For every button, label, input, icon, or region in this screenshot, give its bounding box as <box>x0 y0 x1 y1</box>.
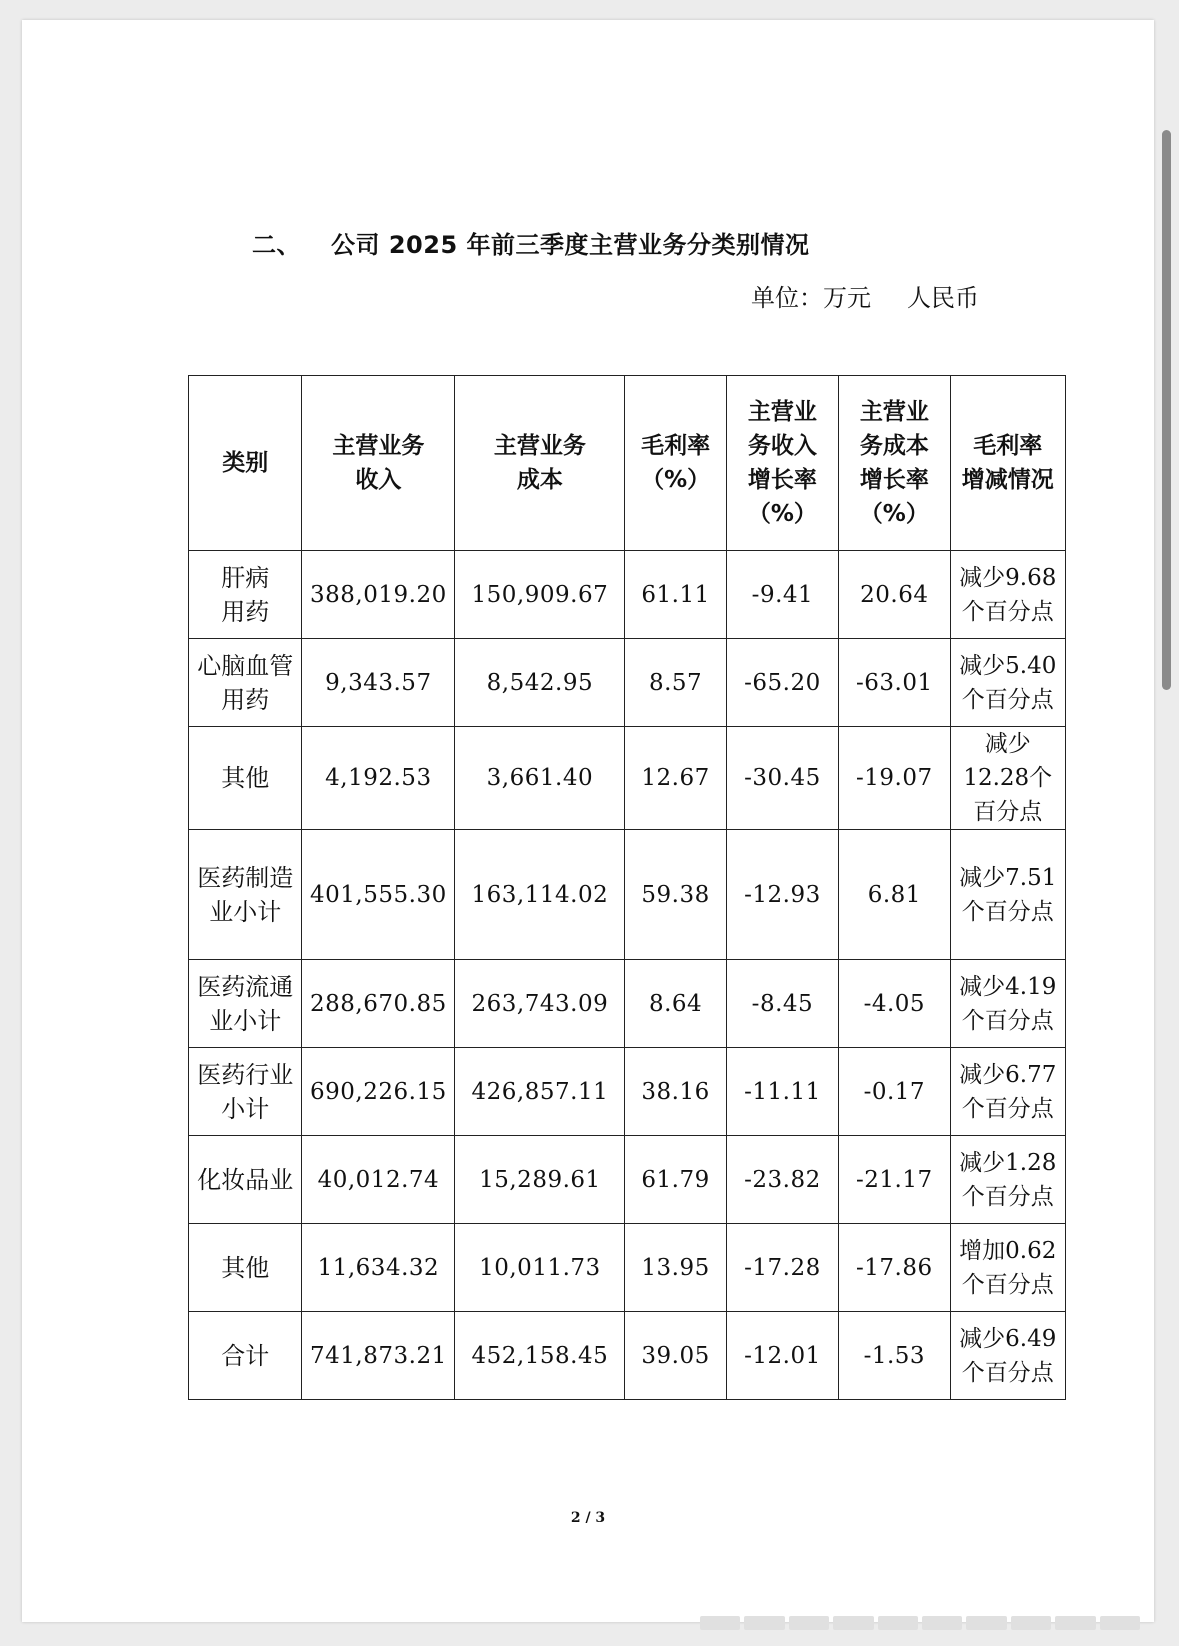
table-row <box>189 960 1066 1048</box>
header-cost <box>455 376 625 551</box>
cell-rev-growth: -9.41 <box>726 551 838 639</box>
header-line: 主营业务 <box>493 433 586 459</box>
cell-cost: 3,661.40 <box>455 727 625 830</box>
cell-category <box>189 960 302 1048</box>
cell-rev-growth: -17.28 <box>726 1224 838 1312</box>
cell-cost: 163,114.02 <box>455 830 625 960</box>
margin-change-line: 个百分点 <box>961 1183 1054 1210</box>
header-margin-change <box>950 376 1065 551</box>
header-line: 毛利率 <box>641 433 711 459</box>
header-line: 增长率 <box>747 467 817 493</box>
category-line: 医药行业 <box>197 1060 294 1089</box>
margin-change-line: 减少5.40 <box>959 652 1057 679</box>
cell-margin: 38.16 <box>625 1048 726 1136</box>
margin-change-line: 个百分点 <box>961 1271 1054 1298</box>
cell-cost: 426,857.11 <box>455 1048 625 1136</box>
unit-note <box>751 278 979 313</box>
cell-cost-growth: -4.05 <box>839 960 950 1048</box>
margin-change-line: 个百分点 <box>961 598 1054 625</box>
cell-margin-change <box>950 960 1065 1048</box>
business-category-table <box>188 375 1066 1400</box>
table-row <box>189 1224 1066 1312</box>
header-revenue <box>302 376 455 551</box>
vertical-scrollbar[interactable] <box>1162 130 1171 690</box>
cell-revenue: 288,670.85 <box>302 960 455 1048</box>
cell-revenue: 388,019.20 <box>302 551 455 639</box>
margin-change-line: 个百分点 <box>961 1007 1054 1034</box>
cell-margin: 8.57 <box>625 639 726 727</box>
margin-change-line: 增加0.62 <box>959 1237 1057 1264</box>
category-line: 用药 <box>221 685 270 714</box>
category-line: 医药流通 <box>197 972 294 1001</box>
category-line: 化妆品业 <box>197 1165 294 1194</box>
cell-revenue: 690,226.15 <box>302 1048 455 1136</box>
cell-revenue: 401,555.30 <box>302 830 455 960</box>
header-cost-growth <box>839 376 950 551</box>
cell-rev-growth: -23.82 <box>726 1136 838 1224</box>
cell-cost-growth: -0.17 <box>839 1048 950 1136</box>
cell-margin-change <box>950 1048 1065 1136</box>
section-title: 公司 2025 年前三季度主营业务分类别情况 <box>331 231 810 259</box>
cell-category <box>189 1224 302 1312</box>
table-row <box>189 639 1066 727</box>
header-line: 主营业 <box>747 399 817 425</box>
category-line: 其他 <box>221 1253 270 1282</box>
cell-cost-growth: 6.81 <box>839 830 950 960</box>
cell-cost: 263,743.09 <box>455 960 625 1048</box>
category-line: 用药 <box>221 597 270 626</box>
margin-change-line: 百分点 <box>973 799 1043 825</box>
table-row <box>189 727 1066 830</box>
cell-category <box>189 727 302 830</box>
header-line: 收入 <box>355 467 402 493</box>
header-line: 务成本 <box>859 433 929 459</box>
category-line: 业小计 <box>209 1006 282 1035</box>
category-line: 小计 <box>221 1094 270 1123</box>
header-line: 主营业务 <box>332 433 425 459</box>
cell-category <box>189 830 302 960</box>
category-line: 医药制造 <box>197 863 294 892</box>
cell-revenue: 9,343.57 <box>302 639 455 727</box>
cell-margin: 61.79 <box>625 1136 726 1224</box>
unit-label: 单位：万元 <box>751 284 871 312</box>
cell-revenue: 40,012.74 <box>302 1136 455 1224</box>
cell-revenue: 741,873.21 <box>302 1312 455 1400</box>
category-line: 心脑血管 <box>197 651 294 680</box>
cell-category <box>189 1312 302 1400</box>
margin-change-line: 个百分点 <box>961 1095 1054 1122</box>
header-line: 务收入 <box>747 433 817 459</box>
cell-rev-growth: -11.11 <box>726 1048 838 1136</box>
table-row <box>189 830 1066 960</box>
cell-category <box>189 1136 302 1224</box>
margin-change-line: 减少6.49 <box>959 1325 1057 1352</box>
cell-rev-growth: -12.01 <box>726 1312 838 1400</box>
category-line: 合计 <box>221 1341 270 1370</box>
header-line: 增长率 <box>859 467 929 493</box>
cell-cost: 8,542.95 <box>455 639 625 727</box>
cell-margin-change <box>950 1312 1065 1400</box>
cell-cost-growth: -1.53 <box>839 1312 950 1400</box>
cell-margin: 59.38 <box>625 830 726 960</box>
cell-margin-change <box>950 727 1065 830</box>
document-page <box>22 20 1154 1622</box>
cell-margin: 61.11 <box>625 551 726 639</box>
category-line: 业小计 <box>209 897 282 926</box>
cell-margin-change <box>950 1136 1065 1224</box>
cell-cost-growth: -63.01 <box>839 639 950 727</box>
cell-revenue: 4,192.53 <box>302 727 455 830</box>
section-heading <box>252 225 810 260</box>
category-line: 肝病 <box>221 563 270 592</box>
header-line: 成本 <box>516 467 563 493</box>
margin-change-line: 个百分点 <box>961 686 1054 713</box>
cell-cost: 10,011.73 <box>455 1224 625 1312</box>
cell-cost-growth: -19.07 <box>839 727 950 830</box>
cell-margin-change <box>950 830 1065 960</box>
header-line: （%） <box>859 501 929 527</box>
cell-rev-growth: -30.45 <box>726 727 838 830</box>
table-row <box>189 551 1066 639</box>
cell-rev-growth: -12.93 <box>726 830 838 960</box>
page-number: 2 / 3 <box>570 1510 606 1526</box>
cell-margin-change <box>950 551 1065 639</box>
header-line: （%） <box>747 501 817 527</box>
header-revenue-growth <box>726 376 838 551</box>
header-line: 主营业 <box>859 399 929 425</box>
header-margin <box>625 376 726 551</box>
table-header-row <box>189 376 1066 551</box>
cell-margin: 39.05 <box>625 1312 726 1400</box>
cell-cost-growth: -17.86 <box>839 1224 950 1312</box>
cell-cost: 150,909.67 <box>455 551 625 639</box>
section-number: 二、 <box>252 231 301 259</box>
cell-margin: 8.64 <box>625 960 726 1048</box>
header-line: 增减情况 <box>961 467 1054 493</box>
margin-change-line: 减少4.19 <box>959 973 1057 1000</box>
header-line: （%） <box>641 467 711 493</box>
currency-label: 人民币 <box>907 284 979 312</box>
cell-category <box>189 1048 302 1136</box>
cell-category <box>189 639 302 727</box>
margin-change-line: 个百分点 <box>961 898 1054 925</box>
margin-change-line: 减少6.77 <box>959 1061 1057 1088</box>
cell-margin-change <box>950 639 1065 727</box>
margin-change-line: 减少 <box>984 731 1031 757</box>
cell-revenue: 11,634.32 <box>302 1224 455 1312</box>
cell-margin-change <box>950 1224 1065 1312</box>
table-row <box>189 1136 1066 1224</box>
header-line: 类别 <box>222 450 269 476</box>
table-row <box>189 1048 1066 1136</box>
category-line: 其他 <box>221 764 270 792</box>
cell-cost-growth: 20.64 <box>839 551 950 639</box>
margin-change-line: 减少7.51 <box>959 864 1057 891</box>
margin-change-line: 个百分点 <box>961 1359 1054 1386</box>
cell-category <box>189 551 302 639</box>
cell-cost: 15,289.61 <box>455 1136 625 1224</box>
margin-change-line: 减少1.28 <box>959 1149 1057 1176</box>
header-line: 毛利率 <box>973 433 1043 459</box>
table-row <box>189 1312 1066 1400</box>
margin-change-line: 减少9.68 <box>959 564 1057 591</box>
cell-rev-growth: -65.20 <box>726 639 838 727</box>
bottom-thumbnail-strip <box>700 1612 1140 1634</box>
cell-rev-growth: -8.45 <box>726 960 838 1048</box>
header-category <box>189 376 302 551</box>
cell-margin: 13.95 <box>625 1224 726 1312</box>
cell-cost: 452,158.45 <box>455 1312 625 1400</box>
cell-margin: 12.67 <box>625 727 726 830</box>
cell-cost-growth: -21.17 <box>839 1136 950 1224</box>
margin-change-line: 12.28个 <box>963 765 1053 791</box>
